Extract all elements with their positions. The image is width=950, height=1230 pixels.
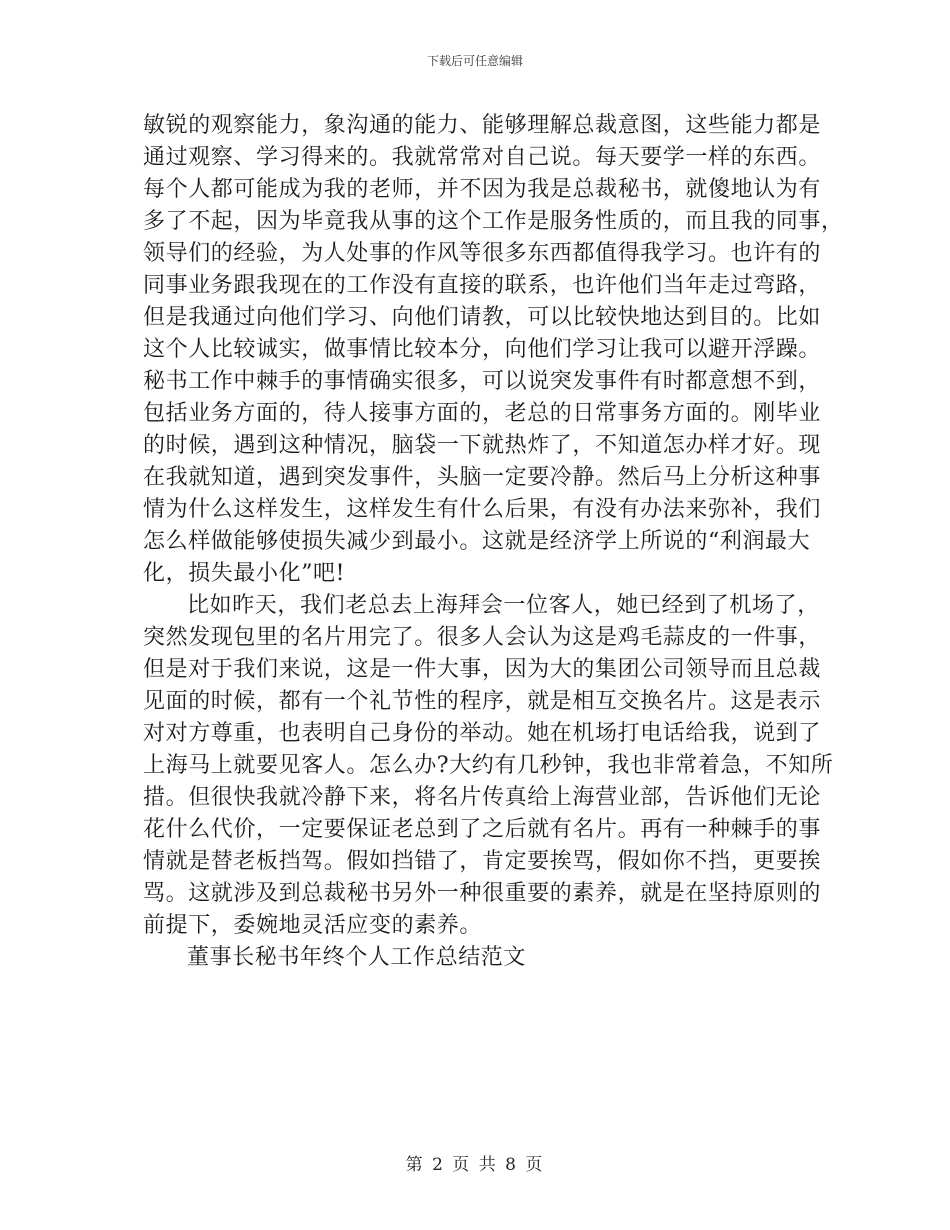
text-line: 上海马上就要见客人。怎么办?大约有几秒钟，我也非常着急，不知所 <box>143 753 834 778</box>
text-line: 敏锐的观察能力，象沟通的能力、能够理解总裁意图，这些能力都是 <box>143 113 822 138</box>
text-line: 同事业务跟我现在的工作没有直接的联系，也许他们当年走过弯路， <box>143 273 822 298</box>
text-line: 在我就知道，遇到突发事件，头脑一定要冷静。然后马上分析这种事 <box>143 465 822 490</box>
text-line: 每个人都可能成为我的老师，并不因为我是总裁秘书，就傻地认为有 <box>143 177 822 202</box>
text-line: 对对方尊重，也表明自己身份的举动。她在机场打电话给我，说到了 <box>143 721 822 746</box>
text-line: 多了不起，因为毕竟我从事的这个工作是服务性质的，而且我的同事， <box>143 209 844 234</box>
text-line: 见面的时候，都有一个礼节性的程序，就是相互交换名片。这是表示 <box>143 689 822 714</box>
text-line: 花什么代价，一定要保证老总到了之后就有名片。再有一种棘手的事 <box>143 817 822 842</box>
text-line: 领导们的经验，为人处事的作风等很多东西都值得我学习。也许有的 <box>143 241 822 266</box>
text-line: 骂。这就涉及到总裁秘书另外一种很重要的素养，就是在坚持原则的 <box>143 881 822 906</box>
text-line: 但是对于我们来说，这是一件大事，因为大的集团公司领导而且总裁 <box>143 657 822 682</box>
document-body <box>143 110 844 974</box>
text-line: 突然发现包里的名片用完了。很多人会认为这是鸡毛蒜皮的一件事， <box>143 625 822 650</box>
section-title: 董事长秘书年终个人工作总结范文 <box>187 945 527 970</box>
text-line: 的时候，遇到这种情况，脑袋一下就热炸了，不知道怎办样才好。现 <box>143 433 822 458</box>
text-line: 化，损失最小化”吧! <box>143 561 346 586</box>
text-line: 通过观察、学习得来的。我就常常对自己说。每天要学一样的东西。 <box>143 145 822 170</box>
text-line: 情为什么这样发生，这样发生有什么后果，有没有办法来弥补，我们 <box>143 497 822 522</box>
text-line: 这个人比较诚实，做事情比较本分，向他们学习让我可以避开浮躁。 <box>143 337 822 362</box>
page-header: 下载后可任意编辑 <box>426 54 523 68</box>
text-line: 包括业务方面的，待人接事方面的，老总的日常事务方面的。刚毕业 <box>143 401 822 426</box>
text-line: 怎么样做能够使损失减少到最小。这就是经济学上所说的“利润最大 <box>143 529 811 554</box>
text-line: 秘书工作中棘手的事情确实很多，可以说突发事件有时都意想不到， <box>143 369 822 394</box>
text-line: 比如昨天，我们老总去上海拜会一位客人，她已经到了机场了， <box>187 593 820 618</box>
page-footer: 第 2 页 共 8 页 <box>405 1155 545 1175</box>
text-line: 但是我通过向他们学习、向他们请教，可以比较快地达到目的。比如 <box>143 305 822 330</box>
text-line: 措。但很快我就冷静下来，将名片传真给上海营业部，告诉他们无论 <box>143 785 822 810</box>
text-line: 前提下，委婉地灵活应变的素养。 <box>143 913 483 938</box>
text-line: 情就是替老板挡驾。假如挡错了，肯定要挨骂，假如你不挡，更要挨 <box>143 849 822 874</box>
